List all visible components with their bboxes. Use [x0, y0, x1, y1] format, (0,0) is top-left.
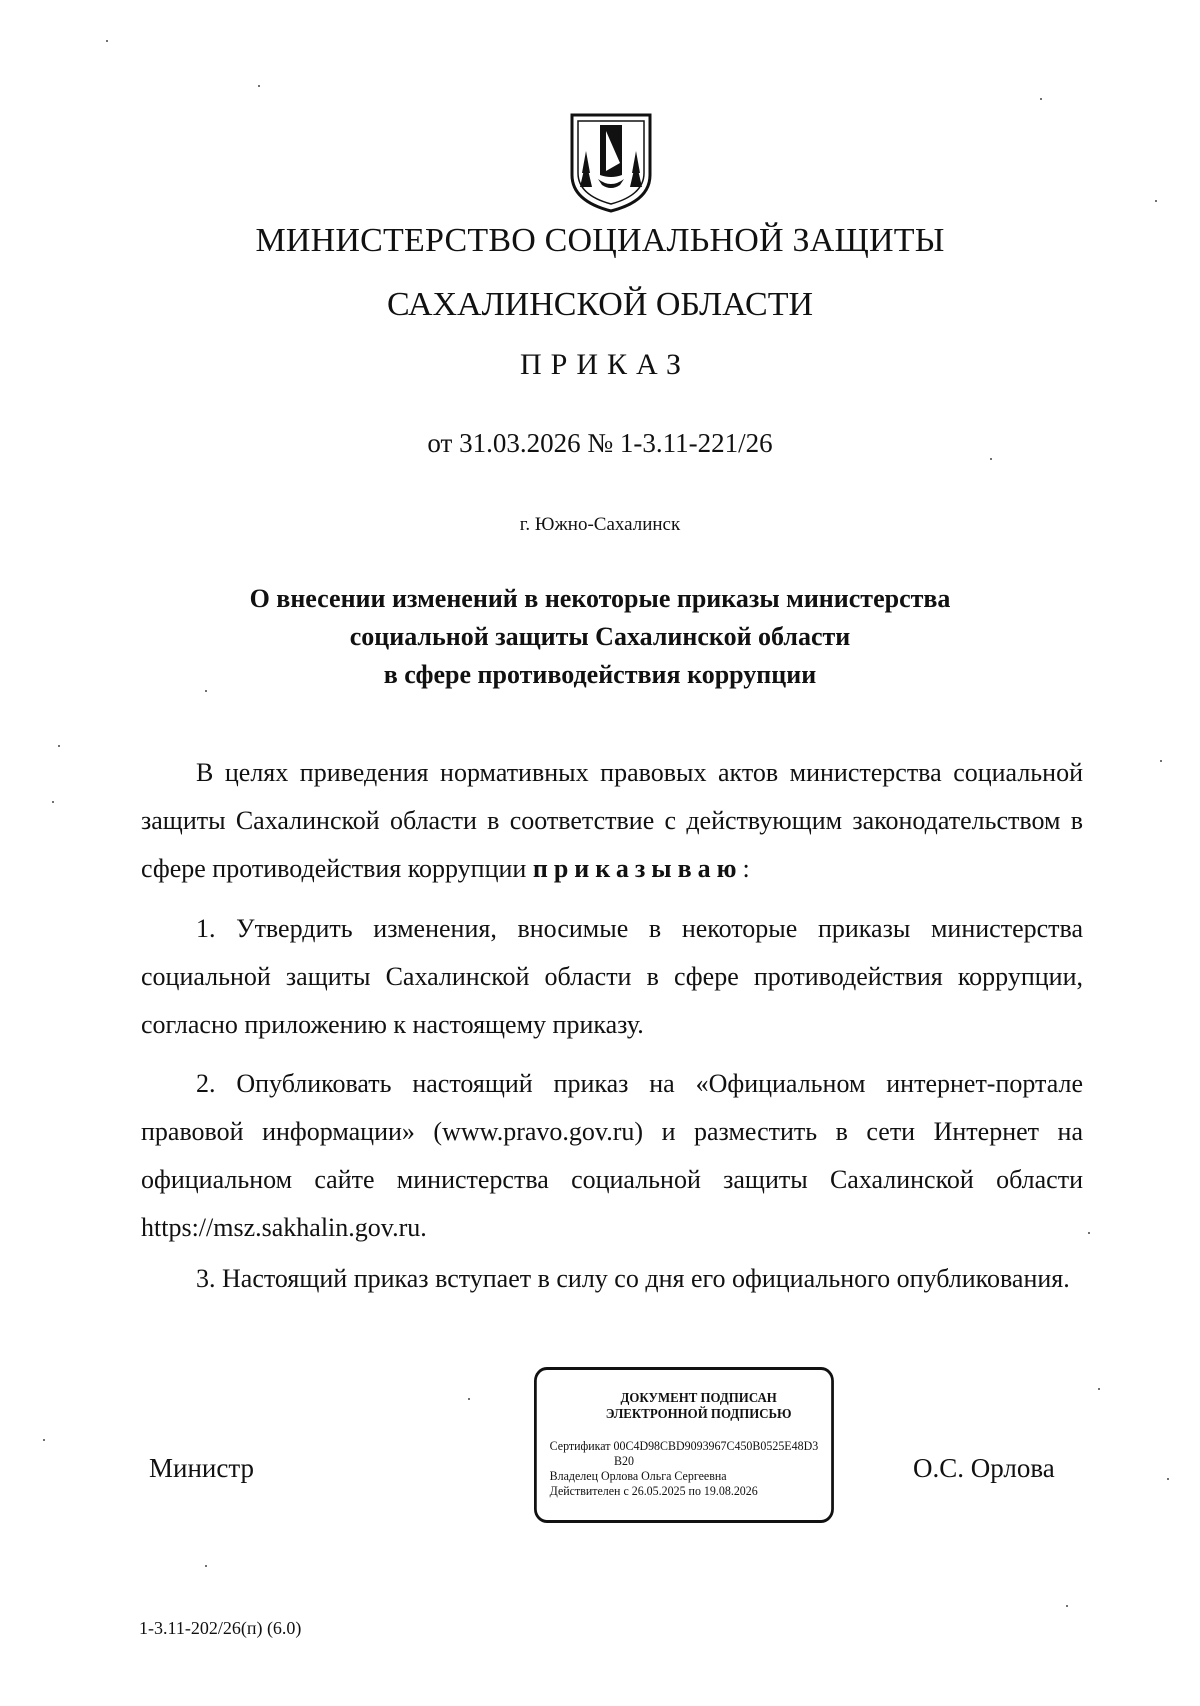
signatory-name: О.С. Орлова [913, 1453, 1055, 1483]
stamp-heading [537, 1391, 861, 1423]
subject-line3: в сфере противодействия коррупции [383, 660, 817, 689]
validity-period: Действителен с 26.05.2025 по 19.08.2026 [549, 1483, 758, 1498]
document-type-title: ПРИКАЗ [520, 348, 690, 381]
stamp-heading-line2: ЭЛЕКТРОННОЙ ПОДПИСЬЮ [605, 1407, 792, 1422]
order-city: г. Южно-Сахалинск [519, 514, 681, 535]
certificate-value: 00C4D98CBD9093967C450B0525E48D3 [613, 1438, 819, 1453]
order-item-1: 1. Утвердить изменения, вносимые в некоторые приказы министерства социальной защиты Сахалинской области в сфере противодействия коррупции, согласно приложению к настоящему приказу. [141, 914, 1083, 1039]
order-item-2: 2. Опубликовать настоящий приказ на «Официальном интернет-портале правовой информации» (www.pravo.gov.ru) и разместить в сети Интернет на официальном сайте министерства социальной защиты Сахалинской области https://msz.sakhalin.gov.ru. [141, 1069, 1083, 1242]
order-date-number: от 31.03.2026 № 1-3.11-221/26 [427, 428, 773, 458]
electronic-signature-stamp [534, 1367, 834, 1523]
ministry-name-line2: САХАЛИНСКОЙ ОБЛАСТИ [386, 286, 814, 323]
stamp-details [550, 1438, 863, 1498]
order-word: приказываю [532, 854, 743, 883]
certificate-value-cont: B20 [614, 1453, 634, 1468]
coat-of-arms-icon [570, 113, 652, 213]
subject-line1: О внесении изменений в некоторые приказы министерства [249, 584, 951, 613]
document-reference-number: 1-3.11-202/26(п) (6.0) [139, 1618, 302, 1638]
preamble-colon: : [742, 854, 750, 883]
ministry-name-line1: МИНИСТЕРСТВО СОЦИАЛЬНОЙ ЗАЩИТЫ [255, 222, 945, 259]
subject-line2: социальной защиты Сахалинской области [349, 622, 851, 651]
preamble-paragraph [141, 749, 1083, 893]
order-item-3: 3. Настоящий приказ вступает в силу со дня его официального опубликования. [196, 1264, 1070, 1293]
preamble-text: В целях приведения нормативных правовых актов министерства социальной защиты Сахалинской области в соответствие с действующим законодательством в сфере противодействия коррупции [141, 758, 1083, 883]
certificate-label: Сертификат [549, 1438, 611, 1453]
owner-label: Владелец [549, 1468, 598, 1483]
stamp-heading-line1: ДОКУМЕНТ ПОДПИСАН [620, 1391, 777, 1406]
signatory-title: Министр [149, 1453, 254, 1483]
order-subject [0, 580, 1200, 694]
owner-value: Орлова Ольга Сергеевна [600, 1468, 727, 1483]
